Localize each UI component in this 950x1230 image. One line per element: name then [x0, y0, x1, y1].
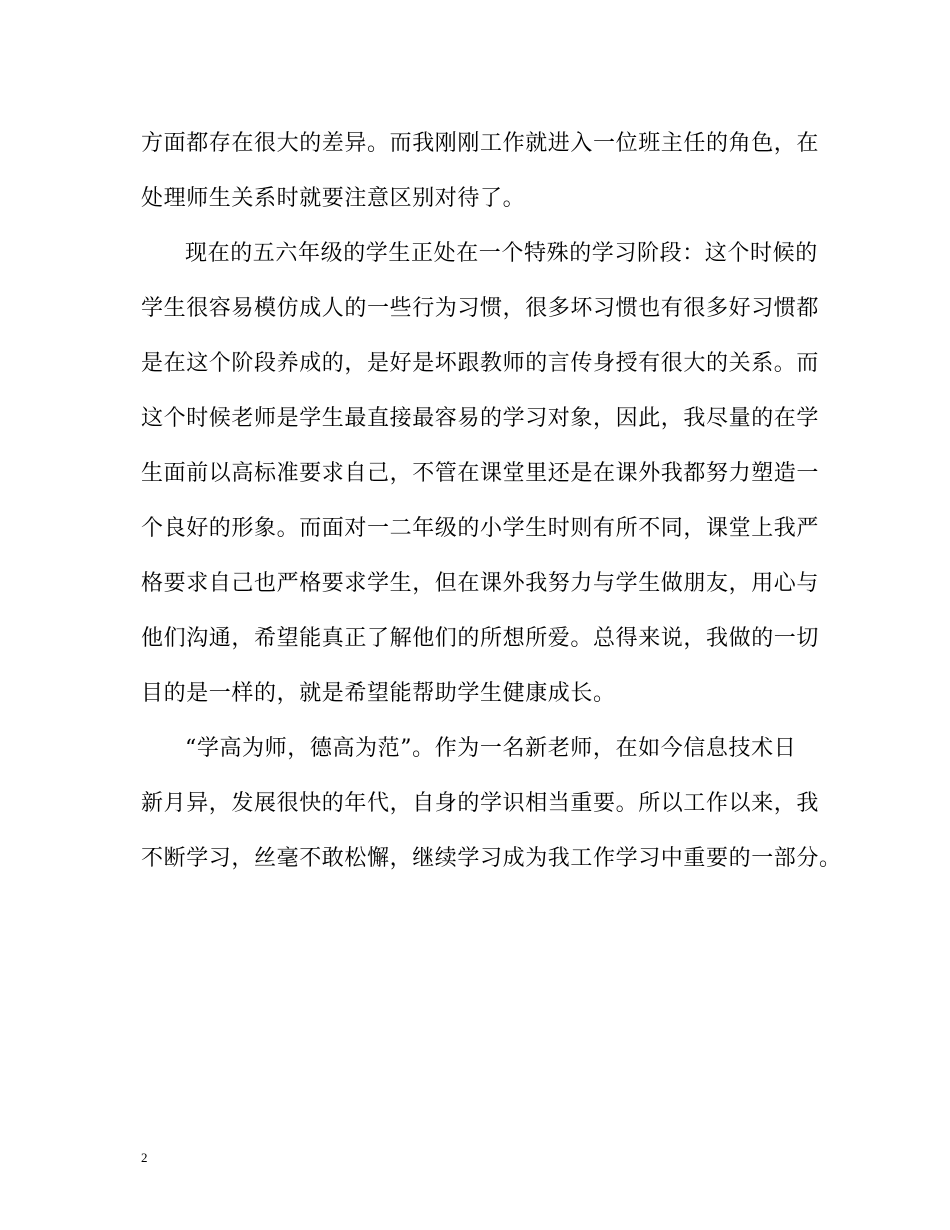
text-line: 生面前以高标准要求自己，不管在课堂里还是在课外我都努力塑造一 — [141, 461, 820, 486]
text-line: 格要求自己也严格要求学生，但在课外我努力与学生做朋友，用心与 — [141, 571, 820, 596]
text-line: 这个时候老师是学生最直接最容易的学习对象，因此，我尽量的在学 — [141, 406, 820, 431]
text-line: 不断学习，丝毫不敢松懈，继续学习成为我工作学习中重要的一部分。 — [141, 846, 842, 871]
paragraph-start-line: 现在的五六年级的学生正处在一个特殊的学习阶段：这个时候的 — [185, 241, 818, 266]
paragraph-start-line: “学高为师，德高为范”。作为一名新老师，在如今信息技术日 — [185, 736, 797, 761]
text-line: 处理师生关系时就要注意区别对待了。 — [141, 186, 526, 211]
text-line: 他们沟通，希望能真正了解他们的所想所爱。总得来说，我做的一切 — [141, 626, 820, 651]
text-line: 新月异，发展很快的年代，自身的学识相当重要。所以工作以来，我 — [141, 791, 820, 816]
body-text — [141, 124, 842, 894]
text-line: 目的是一样的，就是希望能帮助学生健康成长。 — [141, 681, 616, 706]
page-number: 2 — [141, 1150, 148, 1165]
text-line: 学生很容易模仿成人的一些行为习惯，很多坏习惯也有很多好习惯都 — [141, 296, 820, 321]
text-line: 方面都存在很大的差异。而我刚刚工作就进入一位班主任的角色，在 — [141, 131, 820, 156]
text-line: 是在这个阶段养成的，是好是坏跟教师的言传身授有很大的关系。而 — [141, 351, 820, 376]
text-line: 个良好的形象。而面对一二年级的小学生时则有所不同，课堂上我严 — [141, 516, 820, 541]
